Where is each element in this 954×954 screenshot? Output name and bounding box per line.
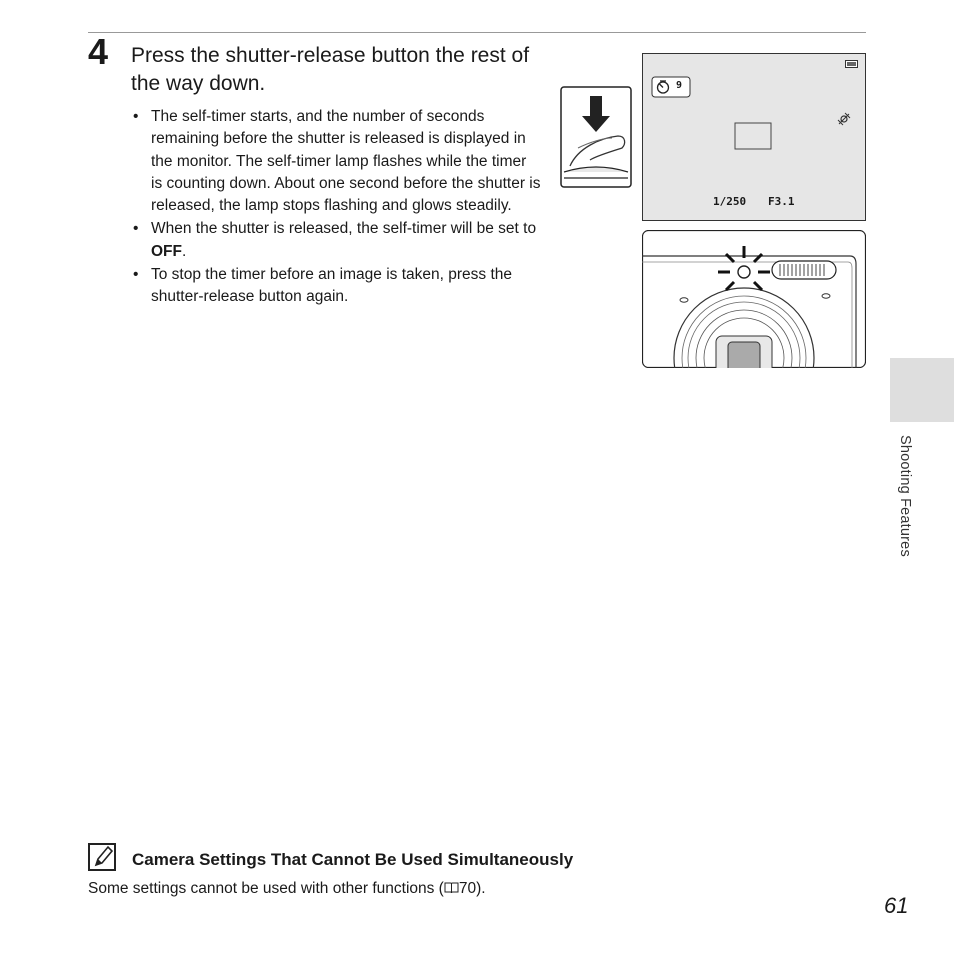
vibration-reduction-icon (836, 111, 852, 127)
bullet-text: To stop the timer before an image is taken, press the shutter-release button again. (151, 266, 512, 306)
header-rule (88, 32, 866, 33)
bullet-item (131, 218, 541, 263)
bullet-text: The self-timer starts, and the number of seconds remaining before the shutter is released is displayed in the monitor. The self-timer lamp flashes while the timer is counting down. About one second before the shutter is released, the lamp stops flashing and glows steadily. (151, 108, 541, 215)
note-title: Camera Settings That Cannot Be Used Simultaneously (132, 850, 574, 869)
step-title: Press the shutter-release button the rest of the way down. (131, 44, 530, 95)
chapter-label: Shooting Features (897, 435, 913, 557)
shutter-speed-readout: 1/250 (713, 195, 747, 208)
chapter-tab (890, 358, 954, 422)
self-timer-icon (656, 80, 670, 94)
shutter-press-icon (560, 86, 632, 188)
bullet-text: When the shutter is released, the self-timer will be set to (151, 220, 537, 238)
aperture-readout: F3.1 (768, 195, 795, 208)
bullet-item (131, 264, 541, 309)
instruction-list (131, 106, 541, 310)
page-number: 61 (884, 893, 909, 918)
book-reference-icon (444, 882, 459, 894)
off-keyword: OFF (151, 242, 182, 260)
note-text-lead: Some settings cannot be used with other functions ( (88, 880, 444, 897)
bullet-item (131, 106, 541, 217)
bullet-text: . (182, 242, 187, 260)
note-text-tail: ). (476, 880, 486, 897)
monitor-frame (642, 53, 866, 221)
timer-countdown: 9 (676, 80, 683, 91)
note-text (88, 878, 486, 900)
step-number: 4 (88, 31, 109, 72)
note-pencil-icon (88, 843, 116, 871)
page-reference[interactable]: 70 (458, 880, 477, 897)
battery-icon (845, 60, 859, 68)
camera-front-illustration (642, 230, 866, 368)
camera-monitor (642, 53, 866, 221)
